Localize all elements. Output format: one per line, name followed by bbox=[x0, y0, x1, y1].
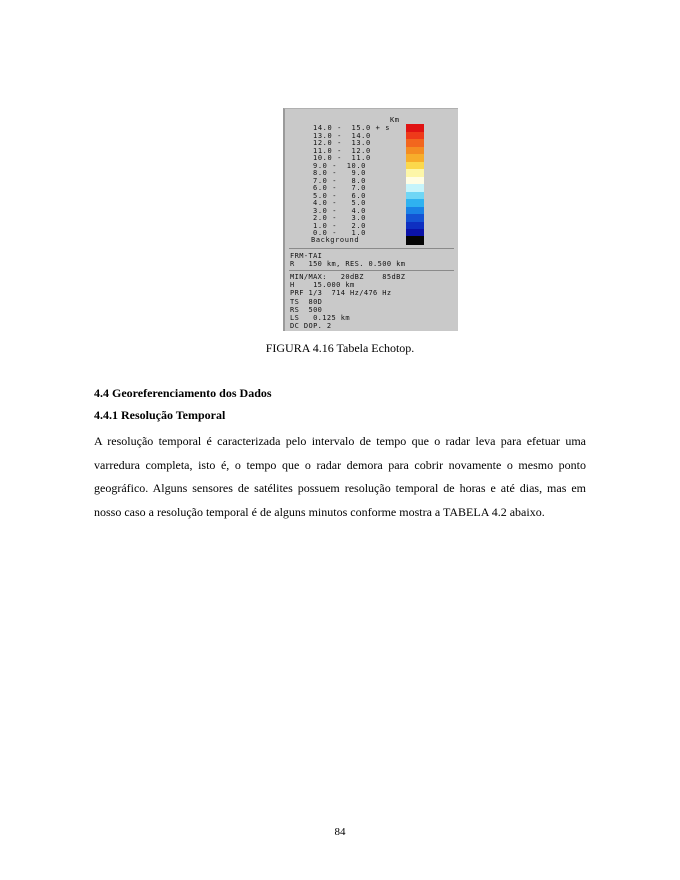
radar-info-line: R 150 km, RES. 0.500 km bbox=[290, 260, 406, 269]
legend-range-label: 0.0 - 1.0 bbox=[313, 229, 366, 237]
radar-info-line: H 15.000 km bbox=[290, 281, 355, 290]
legend-range-label: 12.0 - 13.0 bbox=[313, 139, 371, 147]
legend-range-label: 7.0 - 8.0 bbox=[313, 176, 366, 185]
legend-range-label: 14.0 - 15.0 + s bbox=[313, 124, 391, 132]
section-heading: 4.4 Georeferenciamento dos Dados bbox=[94, 386, 272, 400]
panel-divider bbox=[289, 270, 454, 271]
legend-background-label: Background bbox=[311, 236, 360, 244]
echotop-legend-figure bbox=[283, 108, 458, 331]
subsection-heading: 4.4.1 Resolução Temporal bbox=[94, 408, 226, 422]
legend-row-background bbox=[285, 236, 458, 245]
legend-range-label: 1.0 - 2.0 bbox=[313, 221, 366, 230]
legend-range-label: 4.0 - 5.0 bbox=[313, 199, 366, 207]
panel-divider bbox=[289, 248, 454, 249]
legend-range-label: 11.0 - 12.0 bbox=[313, 146, 371, 155]
radar-info-line: MIN/MAX: 20dBZ 85dBZ bbox=[290, 273, 406, 281]
legend-range-label: 3.0 - 4.0 bbox=[313, 206, 366, 215]
legend-range-label: 6.0 - 7.0 bbox=[313, 184, 366, 192]
radar-info-line: PRF 1/3 714 Hz/476 Hz bbox=[290, 289, 392, 298]
radar-info-line: RS 500 bbox=[290, 305, 323, 314]
legend-range-label: 8.0 - 9.0 bbox=[313, 169, 366, 177]
figure-caption: FIGURA 4.16 Tabela Echotop. bbox=[265, 341, 415, 355]
legend-range-label: 9.0 - 10.0 bbox=[313, 161, 366, 170]
radar-info-line: DC DOP. 2 bbox=[290, 322, 332, 331]
body-paragraph: A resolução temporal é caracterizada pelo intervalo de tempo que o radar leva para efetuar uma varredura completa, isto é, o tempo que o radar demora para cobrir novamente o mesmo ponto geográfico. Alguns sensores de satélites possuem resolução temporal de horas e até dias, mas em nosso caso a resolução temporal é de alguns minutos conforme mostra a TABELA 4.2 abaixo. bbox=[94, 434, 586, 519]
radar-info-line: FRM-TAI bbox=[290, 252, 323, 260]
page-number: 84 bbox=[334, 826, 346, 838]
legend-range-label: 13.0 - 14.0 bbox=[313, 131, 371, 140]
radar-info-line: LS 0.125 km bbox=[290, 314, 350, 322]
legend-unit-label: Km bbox=[390, 116, 400, 124]
legend-background-swatch bbox=[406, 236, 424, 245]
legend-range-label: 10.0 - 11.0 bbox=[313, 154, 371, 162]
legend-range-label: 2.0 - 3.0 bbox=[313, 214, 366, 222]
radar-info-line: TS 80D bbox=[290, 297, 323, 306]
legend-range-label: 5.0 - 6.0 bbox=[313, 191, 366, 200]
